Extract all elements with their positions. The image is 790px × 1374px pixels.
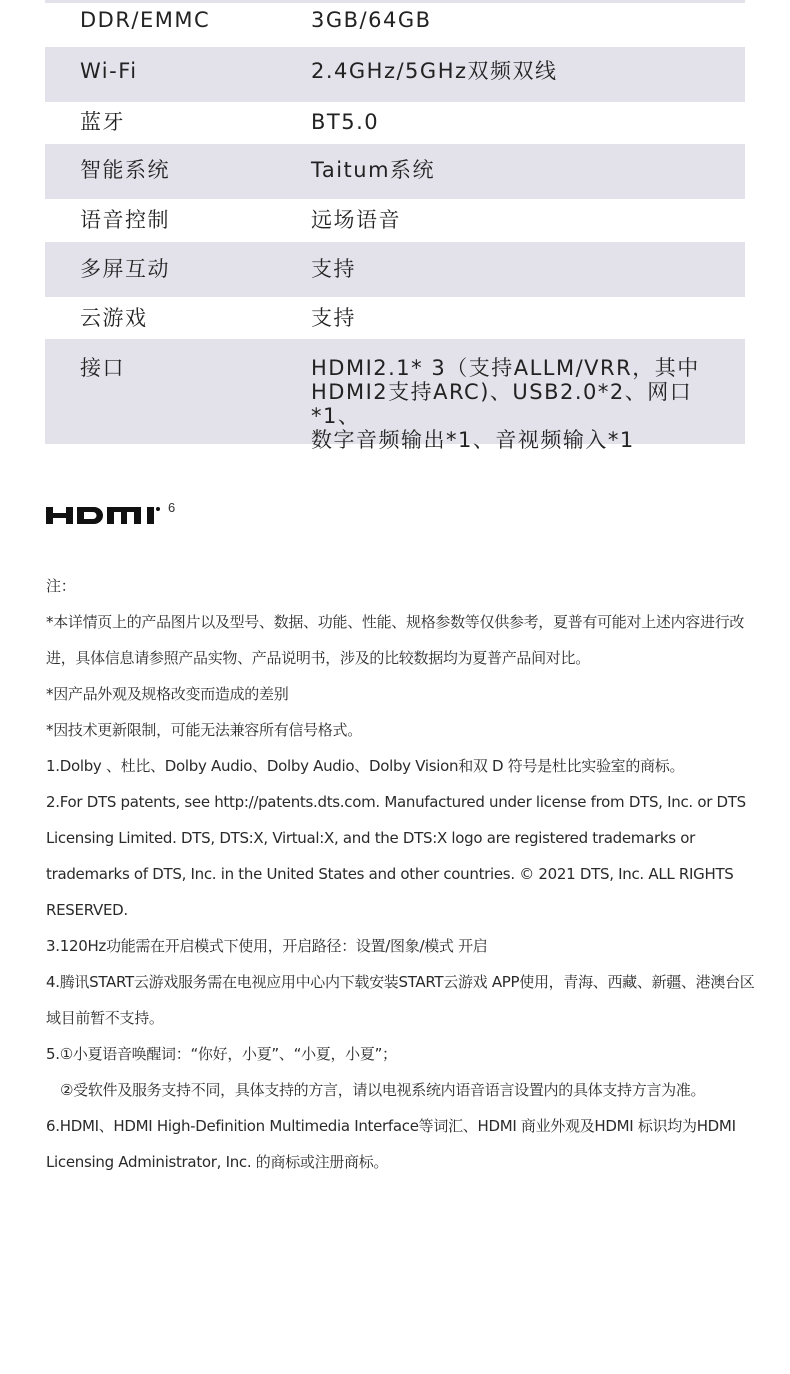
note-wake-words: 5.①小夏语音唤醒词：“你好，小夏”、“小夏，小夏”；: [46, 1045, 397, 1063]
spec-value: BT5.0: [311, 110, 380, 134]
note-dialects: ②受软件及服务支持不同，具体支持的方言，请以电视系统内语音语言设置内的具体支持方言为准。: [60, 1081, 706, 1099]
spec-value: HDMI2.1* 3（支持ALLM/VRR，其中 HDMI2支持ARC)、USB2.0*2、网口*1、 数字音频输出*1、音视频输入*1: [311, 356, 700, 452]
spec-label: Wi-Fi: [80, 59, 138, 83]
note-appearance: *因产品外观及规格改变而造成的差别: [46, 685, 289, 703]
spec-value: 3GB/64GB: [311, 8, 432, 32]
note-dolby: 1.Dolby 、杜比、Dolby Audio、Dolby Audio、Dolby Vision和双 D 符号是杜比实验室的商标。: [46, 757, 685, 775]
spec-row-voice: [45, 199, 745, 242]
spec-row-multiscreen: [45, 242, 745, 297]
spec-table: [45, 0, 745, 452]
spec-label: 接口: [80, 356, 125, 380]
spec-row-system: [45, 144, 745, 199]
spec-value: 支持: [311, 257, 356, 281]
spec-label: 语音控制: [80, 208, 170, 232]
spec-row-ddr: [45, 0, 745, 47]
spec-label: 蓝牙: [80, 110, 125, 134]
spec-row-wifi: [45, 47, 745, 102]
note-hdmi-trademark: 6.HDMI、HDMI High-Definition Multimedia Interface等词汇、HDMI 商业外观及HDMI 标识均为HDMI Licensing Administrator, Inc. 的商标或注册商标。: [46, 1117, 736, 1171]
note-cloud-gaming: 4.腾讯START云游戏服务需在电视应用中心内下载安装START云游戏 APP使用，青海、西藏、新疆、港澳台区域目前暂不支持。: [46, 973, 755, 1027]
notes-heading: 注：: [46, 577, 76, 595]
note-dts: 2.For DTS patents, see http://patents.dts.com. Manufactured under license from DTS, Inc. or DTS Licensing Limited. DTS, DTS:X, Virtual:X, and the DTS:X logo are registered trademarks or trademarks of DTS, Inc. in the United States and other countries. © 2021 DTS, Inc. ALL RIGHTS RESERVED.: [46, 793, 746, 919]
spec-row-ports: [45, 339, 745, 452]
spec-value: 支持: [311, 306, 356, 330]
spec-label: DDR/EMMC: [80, 8, 211, 32]
spec-value: 远场语音: [311, 208, 401, 232]
spec-row-cloud-gaming: [45, 297, 745, 339]
note-disclaimer: *本详情页上的产品图片以及型号、数据、功能、性能、规格参数等仅供参考，夏普有可能对上述内容进行改进，具体信息请参照产品实物、产品说明书，涉及的比较数据均为夏普产品间对比。: [46, 613, 745, 667]
spec-label: 智能系统: [80, 158, 170, 182]
spec-row-bluetooth: [45, 102, 745, 144]
spec-value: Taitum系统: [311, 158, 436, 182]
note-compatibility: *因技术更新限制，可能无法兼容所有信号格式。: [46, 721, 362, 739]
spec-label: 云游戏: [80, 306, 148, 330]
note-120hz: 3.120Hz功能需在开启模式下使用，开启路径：设置/图象/模式 开启: [46, 937, 488, 955]
spec-value: 2.4GHz/5GHz双频双线: [311, 59, 558, 83]
spec-label: 多屏互动: [80, 257, 170, 281]
notes-section: [46, 568, 756, 1180]
hdmi-superscript: 6: [168, 500, 176, 515]
hdmi-logo: [46, 500, 186, 530]
